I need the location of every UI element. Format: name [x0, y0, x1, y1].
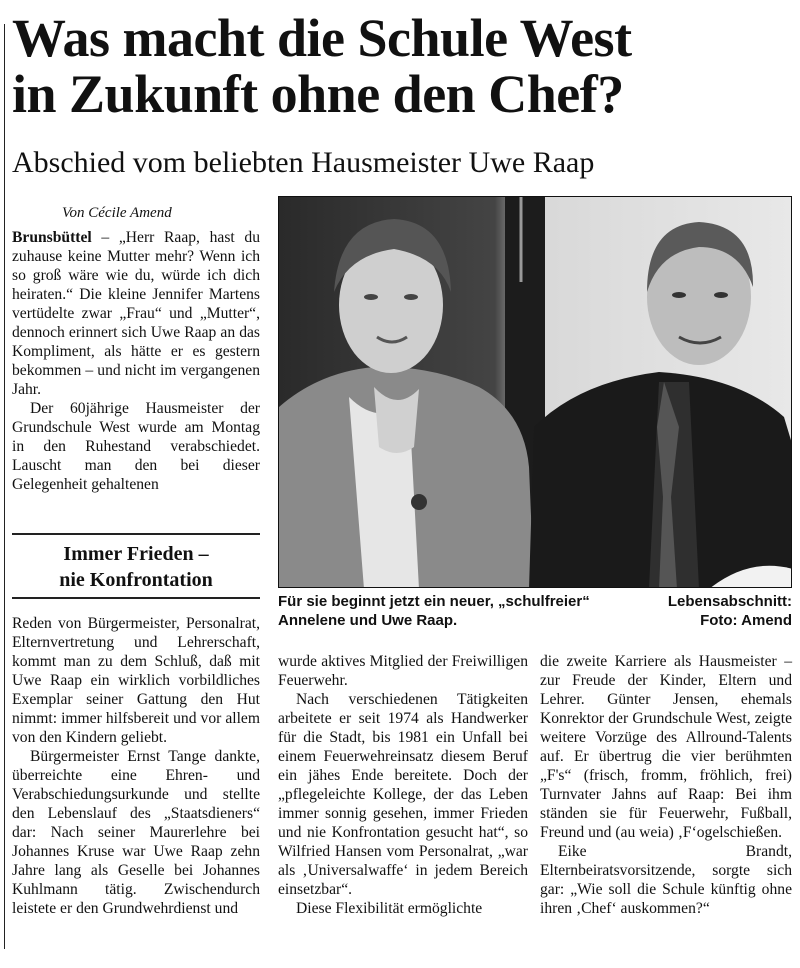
caption-text: Lebensabschnitt: — [667, 593, 792, 610]
article-paragraph: Nach verschiedenen Tätigkeiten arbeitete er seit 1974 als Handwerker für die Stadt, bis 1981 ein Unfall bei einem Feuerwehreinsatz diesem Beruf ein jähes Ende bereitete. Doch der „pflegeleichte Kollege, der das Leben immer sonnig gesehen, immer Frieden und nie Konfrontation gesucht hat“, so Wilfried Hansen vom Personalrat, „war als ‚Universalwaffe‘ in jedem Bereich einsetzbar“. — [278, 691, 528, 898]
article-paragraph — [12, 228, 260, 399]
dateline: Brunsbüttel — [12, 229, 92, 246]
caption-line-2 — [278, 611, 792, 630]
byline: Von Cécile Amend — [62, 205, 172, 221]
article-paragraph: Bürgermeister Ernst Tange dankte, überreichte eine Ehren- und Verabschiedungsurkunde und stellte den Lebenslauf des „Staatsdieners“ dar: Nach seiner Maurerlehre bei Johannes Kruse war Uwe Raap zehn Jahre lang als Geselle bei Johannes Kuhlmann tätig. Zwischendurch leistete er den Grundwehrdienst und — [12, 748, 260, 917]
column-rule — [4, 24, 5, 949]
article-column-2 — [278, 652, 528, 918]
headline-line-1: Was macht die Schule West — [12, 8, 632, 68]
article-paragraph: wurde aktives Mitglied der Freiwilligen Feuerwehr. — [278, 653, 528, 689]
article-photo — [278, 196, 792, 588]
article-paragraph: Reden von Bürgermeister, Personalrat, Elternvertretung und Lehrerschaft, kommt man zu dem Schluß, daß mit Uwe Raap ein wirklich vorbildliches Exemplar seiner Gattung den Hut nimmt: immer hilfsbereit und vor allem von den Kindern geliebt. — [12, 615, 260, 746]
article-column-1-bottom — [12, 614, 260, 918]
article-paragraph: Der 60jährige Hausmeister der Grundschule West wurde am Montag in den Ruhestand verabschiedet. Lauscht man den bei dieser Gelegenheit gehaltenen — [12, 400, 260, 493]
headline — [12, 10, 792, 122]
photo-credit: Foto: Amend — [700, 612, 792, 629]
article-column-3 — [540, 652, 792, 918]
article-paragraph: Eike Brandt, Elternbeiratsvorsitzende, sorgte sich gar: „Wie soll die Schule künftig ohne ihren ‚Chef‘ auskommen?“ — [540, 843, 792, 917]
caption-text: Für sie beginnt jetzt ein neuer, „schulfreier“ — [278, 593, 590, 610]
section-subhead — [12, 533, 260, 599]
section-subhead-line-2: nie Konfrontation — [59, 569, 213, 591]
headline-line-2: in Zukunft ohne den Chef? — [12, 64, 624, 124]
photo-caption — [278, 592, 792, 630]
article-paragraph: die zweite Karriere als Hausmeister – zur Freude der Kinder, Eltern und Lehrer. Günter Jensen, ehemals Konrektor der Grundschule West, zeigte weitere Vorzüge des Allround-Talents auf. Er übertrug die vier berühmten „F's“ (frisch, fromm, fröhlich, frei) Turnvater Jahns auf Raap: Bei ihm ständen sie für Feuerwehr, Fußball, Freund und (au weia) ‚F‘ogelschießen. — [540, 653, 792, 841]
article-paragraph: Diese Flexibilität ermöglichte — [296, 900, 483, 917]
article-column-1-top — [12, 228, 260, 494]
subheadline: Abschied vom beliebten Hausmeister Uwe Raap — [12, 146, 595, 179]
photo-image — [279, 197, 792, 588]
section-subhead-line-1: Immer Frieden – — [63, 543, 209, 565]
caption-line-1 — [278, 592, 792, 611]
caption-names: Annelene und Uwe Raap. — [278, 612, 458, 629]
paragraph-text: – „Herr Raap, hast du zuhause keine Mutter mehr? Wenn ich so groß wäre wie du, würde ich dich heiraten.“ Die kleine Jennifer Martens vertüdelte zwar „Frau“ und „Mutter“, dennoch erinnert sich Uwe Raap an das Kompliment, als hätte er es gestern bekommen – und nicht im vergangenen Jahr. — [12, 229, 260, 398]
